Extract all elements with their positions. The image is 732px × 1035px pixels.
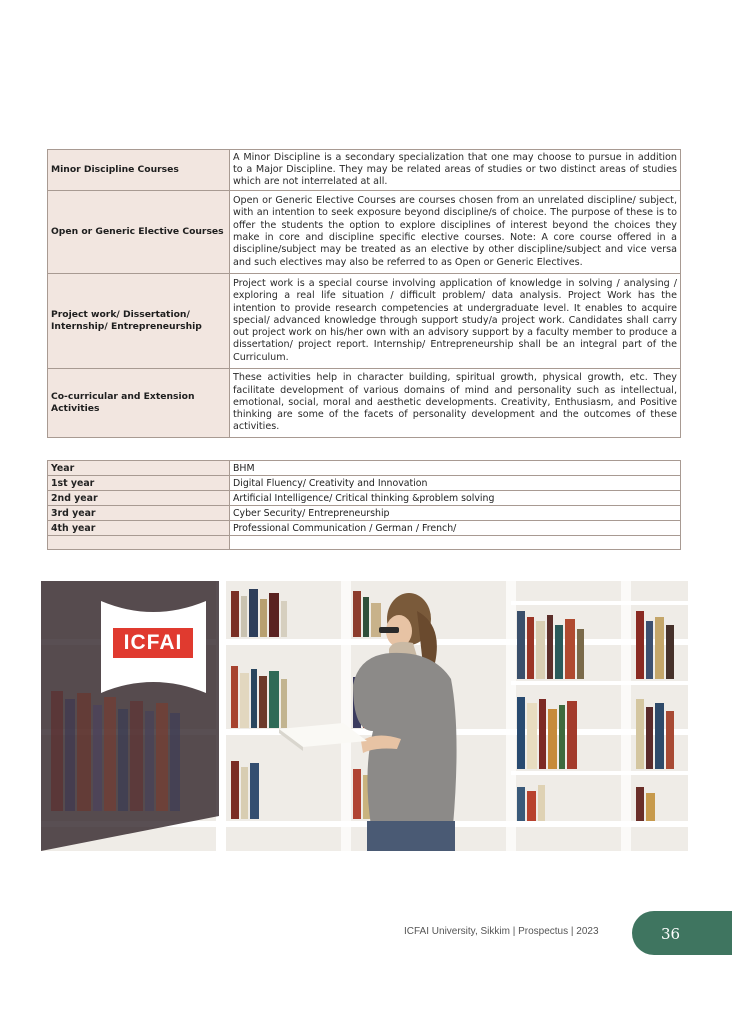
table-header-row bbox=[48, 461, 681, 476]
page-number: 36 bbox=[661, 925, 681, 943]
course-definitions-table bbox=[47, 149, 681, 438]
table-row bbox=[48, 491, 681, 506]
table-row bbox=[48, 476, 681, 491]
yearwise-courses-table bbox=[47, 460, 681, 550]
page-number-tab bbox=[632, 911, 732, 955]
row-description: Project work is a special course involving application of knowledge in solving / analysing / exploring a real life situation / difficult problem/ data analysis. Project Work has the intention to provide research competencies at undergraduate level. It enables to acquire special/ advanced knowledge through support study/a project work. Candidates shall carry out project work on his/her own with an advisory support by a faculty member to produce a dissertation/ project report. Internship/ Entrepreneurship shall be an integral part of the Curriculum. bbox=[230, 274, 681, 369]
footer-text: ICFAI University, Sikkim | Prospectus | 2023 bbox=[404, 926, 599, 937]
header-value: BHM bbox=[230, 461, 681, 476]
row-label: 2nd year bbox=[48, 491, 230, 506]
table-row bbox=[48, 521, 681, 536]
row-label: 4th year bbox=[48, 521, 230, 536]
icfai-logo bbox=[113, 628, 193, 658]
row-label: Project work/ Dissertation/ Internship/ Entrepreneurship bbox=[48, 274, 230, 369]
row-label: Minor Discipline Courses bbox=[48, 150, 230, 191]
row-value: Digital Fluency/ Creativity and Innovation bbox=[230, 476, 681, 491]
library-photo bbox=[41, 581, 688, 851]
logo-text: ICFAI bbox=[123, 631, 183, 654]
row-description: Open or Generic Elective Courses are courses chosen from an unrelated discipline/ subject, with an intention to seek exposure beyond discipline/s of choice. The purpose of these is to offer the students the option to explore disciplines of interest beyond the choices they make in core and discipline specific elective courses. Note: A core course offered in a discipline/subject may be treated as an elective by other discipline/subject and vice versa and such electives may also be referred to as Open or Generic Electives. bbox=[230, 191, 681, 274]
row-description: A Minor Discipline is a secondary specialization that one may choose to pursue in addition to a Major Discipline. They may be related areas of studies or two distinct areas of studies which are not interrelated at all. bbox=[230, 150, 681, 191]
row-label: 1st year bbox=[48, 476, 230, 491]
row-label: Co-curricular and Extension Activities bbox=[48, 369, 230, 438]
row-value: Professional Communication / German / French/ bbox=[230, 521, 681, 536]
row-value: Artificial Intelligence/ Critical thinking &problem solving bbox=[230, 491, 681, 506]
row-value-empty bbox=[230, 536, 681, 550]
table-row bbox=[48, 274, 681, 369]
header-label: Year bbox=[48, 461, 230, 476]
row-description: These activities help in character building, spiritual growth, physical growth, etc. They facilitate development of various domains of mind and personality such as intellectual, emotional, social, moral and aesthetic developments. Creativity, Enthusiasm, and Positive thinking are some of the facets of personality development and the outcomes of these activities. bbox=[230, 369, 681, 438]
row-label: Open or Generic Elective Courses bbox=[48, 191, 230, 274]
table-row bbox=[48, 150, 681, 191]
library-illustration bbox=[41, 581, 688, 851]
row-label: 3rd year bbox=[48, 506, 230, 521]
row-value: Cyber Security/ Entrepreneurship bbox=[230, 506, 681, 521]
table-row bbox=[48, 191, 681, 274]
table-row bbox=[48, 369, 681, 438]
row-label-empty bbox=[48, 536, 230, 550]
table-row-empty bbox=[48, 536, 681, 550]
table-row bbox=[48, 506, 681, 521]
